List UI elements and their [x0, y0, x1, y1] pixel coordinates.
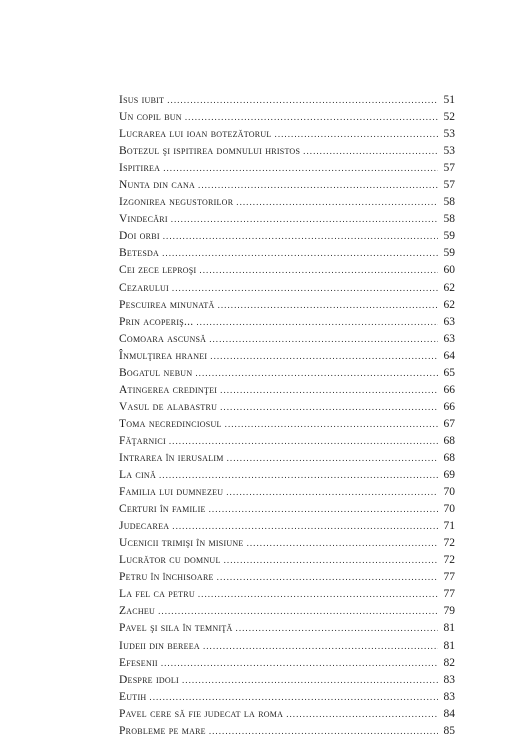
dot-leader: [236, 620, 438, 637]
toc-entry-page-number: 63: [443, 332, 455, 345]
toc-entry-title: Înmulţirea hranei: [119, 349, 208, 362]
toc-entry-title: Lucrător cu domnul: [119, 554, 221, 567]
toc-entry-page-number: 71: [443, 520, 455, 533]
dot-leader: [198, 177, 438, 194]
dot-leader: [172, 518, 438, 535]
toc-entry-title: Pavel cere să fie judecat la roma: [119, 707, 284, 720]
toc-entry-page-number: 68: [443, 451, 455, 464]
dot-leader: [167, 92, 438, 109]
dot-leader: [247, 535, 438, 552]
toc-entry-title: Certuri în familie: [119, 503, 206, 516]
toc-entry-title: Ucenicii trimişi în misiune: [119, 537, 244, 550]
toc-entry-title: Probleme pe mare: [119, 724, 206, 737]
toc-entry-title: Izgonirea negustorilor: [119, 196, 234, 209]
toc-entry: [119, 484, 455, 501]
toc-entry-title: Făţarnici: [119, 434, 166, 447]
toc-entry: [119, 603, 455, 620]
dot-leader: [236, 194, 438, 211]
toc-entry-page-number: 59: [443, 247, 455, 260]
dot-leader: [182, 672, 438, 689]
toc-entry: [119, 109, 455, 126]
toc-entry-page-number: 65: [443, 366, 455, 379]
dot-leader: [169, 433, 438, 450]
toc-entry: [119, 245, 455, 262]
toc-entry-page-number: 81: [443, 639, 455, 652]
toc-entry-title: Eutih: [119, 690, 147, 703]
dot-leader: [203, 638, 438, 655]
dot-leader: [286, 706, 438, 723]
toc-entry-page-number: 66: [443, 400, 455, 413]
toc-entry-page-number: 53: [443, 128, 455, 141]
toc-entry-title: Un copil bun: [119, 111, 182, 124]
toc-entry: [119, 552, 455, 569]
toc-entry-page-number: 84: [443, 707, 455, 720]
toc-entry-title: Vasul de alabastru: [119, 400, 218, 413]
dot-leader: [218, 297, 438, 314]
dot-leader: [198, 586, 438, 603]
dot-leader: [209, 723, 438, 740]
dot-leader: [159, 467, 438, 484]
toc-entry-page-number: 72: [443, 537, 455, 550]
toc-entry: [119, 228, 455, 245]
dot-leader: [195, 365, 438, 382]
dot-leader: [220, 382, 438, 399]
toc-entry-page-number: 83: [443, 690, 455, 703]
dot-leader: [161, 655, 438, 672]
toc-entry-page-number: 79: [443, 605, 455, 618]
toc-entry: [119, 348, 455, 365]
toc-entry: [119, 382, 455, 399]
toc-entry: [119, 706, 455, 723]
toc-entry-title: Iudeii din bereea: [119, 639, 200, 652]
toc-entry-page-number: 59: [443, 230, 455, 243]
dot-leader: [172, 280, 438, 297]
toc-entry-title: Pescuirea minunată: [119, 298, 215, 311]
toc-entry-title: Judecarea: [119, 520, 170, 533]
toc-entry-title: Comoara ascunsă: [119, 332, 207, 345]
toc-entry: [119, 126, 455, 143]
dot-leader: [226, 484, 438, 501]
toc-entry: [119, 672, 455, 689]
toc-entry-title: Cei zece leproşi: [119, 264, 197, 277]
dot-leader: [217, 569, 438, 586]
toc-entry-title: Bogatul nebun: [119, 366, 193, 379]
toc-entry-title: Intrarea în ierusalim: [119, 451, 224, 464]
toc-entry-page-number: 58: [443, 213, 455, 226]
toc-entry-page-number: 52: [443, 111, 455, 124]
toc-entry-page-number: 53: [443, 145, 455, 158]
toc-entry-page-number: 68: [443, 434, 455, 447]
toc-entry-title: Toma necredinciosul: [119, 417, 222, 430]
toc-entry-title: Botezul şi ispitirea domnului hristos: [119, 145, 301, 158]
dot-leader: [224, 552, 438, 569]
dot-leader: [220, 399, 438, 416]
toc-entry: [119, 177, 455, 194]
toc-entry: [119, 331, 455, 348]
toc-entry: [119, 501, 455, 518]
toc-entry-title: Petru în închisoare: [119, 571, 214, 584]
toc-entry-title: Doi orbi: [119, 230, 160, 243]
toc-entry: [119, 280, 455, 297]
toc-entry: [119, 620, 455, 637]
toc-entry-title: Despre idoli: [119, 673, 179, 686]
toc-entry-title: Nunta din cana: [119, 179, 196, 192]
toc-entry-title: Zacheu: [119, 605, 156, 618]
toc-entry-page-number: 77: [443, 588, 455, 601]
toc-entry-title: La cină: [119, 469, 156, 482]
toc-entry: [119, 433, 455, 450]
toc-entry-page-number: 62: [443, 298, 455, 311]
dot-leader: [158, 603, 438, 620]
toc-entry: [119, 365, 455, 382]
table-of-contents: [119, 92, 455, 740]
toc-entry: [119, 160, 455, 177]
toc-entry-title: Cezarului: [119, 281, 169, 294]
toc-entry: [119, 92, 455, 109]
toc-entry-page-number: 58: [443, 196, 455, 209]
dot-leader: [163, 160, 438, 177]
toc-entry: [119, 569, 455, 586]
dot-leader: [227, 450, 438, 467]
toc-entry: [119, 535, 455, 552]
toc-entry: [119, 655, 455, 672]
dot-leader: [209, 331, 438, 348]
toc-entry: [119, 194, 455, 211]
toc-entry-title: Prin acoperiş...: [119, 315, 194, 328]
toc-entry: [119, 518, 455, 535]
toc-entry-page-number: 67: [443, 417, 455, 430]
dot-leader: [149, 689, 438, 706]
toc-entry: [119, 314, 455, 331]
toc-entry: [119, 416, 455, 433]
toc-entry-title: Isus iubit: [119, 94, 165, 106]
toc-entry: [119, 586, 455, 603]
toc-entry-page-number: 72: [443, 554, 455, 567]
toc-entry: [119, 689, 455, 706]
toc-entry-title: La fel ca petru: [119, 588, 195, 601]
dot-leader: [163, 228, 438, 245]
dot-leader: [196, 314, 438, 331]
toc-entry-title: Atingerea credinţei: [119, 383, 218, 396]
toc-entry-page-number: 77: [443, 571, 455, 584]
dot-leader: [303, 143, 438, 160]
toc-entry-page-number: 82: [443, 656, 455, 669]
toc-entry: [119, 262, 455, 279]
toc-entry-page-number: 51: [443, 94, 455, 106]
toc-entry-page-number: 57: [443, 162, 455, 175]
toc-entry-page-number: 66: [443, 383, 455, 396]
toc-entry: [119, 399, 455, 416]
dot-leader: [162, 245, 438, 262]
toc-entry-page-number: 83: [443, 673, 455, 686]
toc-entry: [119, 450, 455, 467]
toc-entry-title: Lucrarea lui ioan botezătorul: [119, 128, 272, 141]
toc-entry: [119, 297, 455, 314]
toc-entry-page-number: 64: [443, 349, 455, 362]
toc-entry: [119, 723, 455, 740]
dot-leader: [225, 416, 438, 433]
dot-leader: [210, 348, 438, 365]
toc-entry-title: Vindecări: [119, 213, 168, 226]
dot-leader: [209, 501, 438, 518]
toc-entry-title: Ispitirea: [119, 162, 161, 175]
dot-leader: [171, 211, 438, 228]
toc-entry-page-number: 57: [443, 179, 455, 192]
toc-entry: [119, 211, 455, 228]
dot-leader: [275, 126, 438, 143]
toc-entry-page-number: 70: [443, 503, 455, 516]
toc-entry-title: Efesenii: [119, 656, 158, 669]
toc-entry-title: Pavel şi sila în temniţă: [119, 622, 233, 635]
toc-entry: [119, 143, 455, 160]
toc-entry-page-number: 60: [443, 264, 455, 277]
toc-entry-page-number: 81: [443, 622, 455, 635]
toc-entry: [119, 467, 455, 484]
dot-leader: [199, 262, 438, 279]
toc-entry-title: Betesda: [119, 247, 160, 260]
toc-entry-page-number: 70: [443, 486, 455, 499]
toc-entry-title: Familia lui dumnezeu: [119, 486, 224, 499]
dot-leader: [185, 109, 438, 126]
toc-entry-page-number: 62: [443, 281, 455, 294]
toc-entry: [119, 638, 455, 655]
toc-entry-page-number: 85: [443, 724, 455, 737]
toc-entry-page-number: 69: [443, 469, 455, 482]
toc-entry-page-number: 63: [443, 315, 455, 328]
